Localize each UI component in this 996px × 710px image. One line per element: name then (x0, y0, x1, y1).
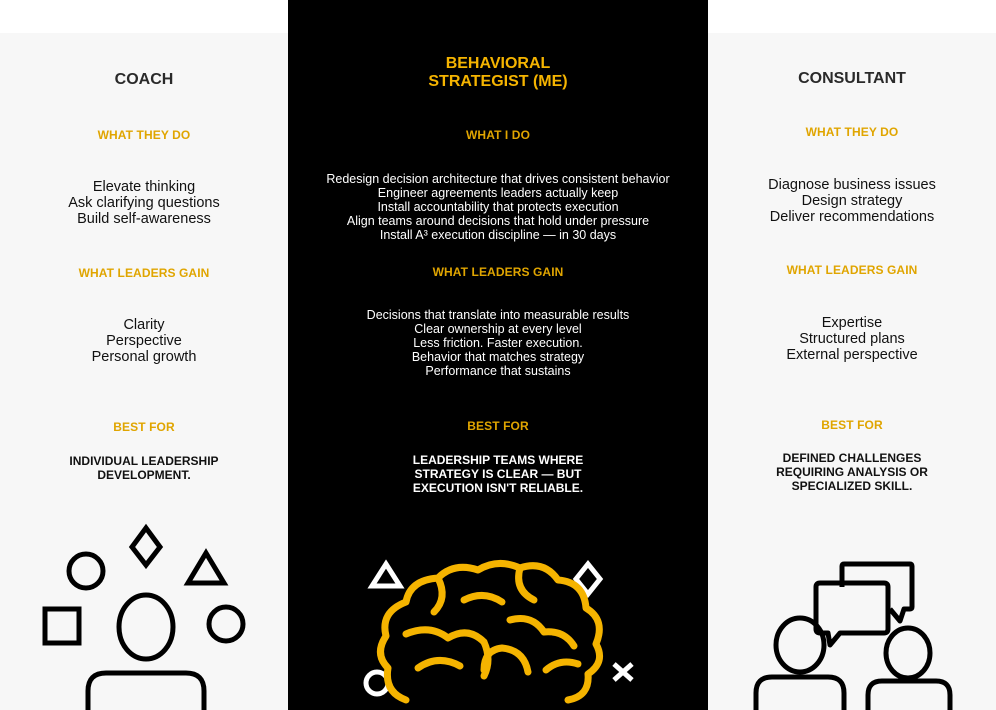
list-item: Decisions that translate into measurable results (366, 308, 630, 322)
coach-best-heading: BEST FOR (113, 420, 175, 434)
best-line: DEVELOPMENT. (97, 468, 191, 482)
list-item: Deliver recommendations (769, 209, 935, 225)
list-item: Install A³ execution discipline — in 30 days (379, 228, 617, 242)
list-item: Structured plans (799, 331, 905, 347)
best-line: INDIVIDUAL LEADERSHIP (69, 454, 219, 468)
strategist-gain-heading: WHAT LEADERS GAIN (432, 265, 564, 279)
consultant-gain-heading: WHAT LEADERS GAIN (786, 263, 918, 277)
consultant-column (708, 33, 996, 710)
best-line: LEADERSHIP TEAMS WHERE (412, 453, 584, 467)
strategist-what-list (288, 172, 708, 242)
coach-gain-heading: WHAT LEADERS GAIN (78, 266, 210, 280)
list-item: Install accountability that protects execution (377, 200, 619, 214)
strategist-column (288, 0, 708, 710)
best-line: SPECIALIZED SKILL. (791, 479, 913, 493)
best-line: DEFINED CHALLENGES (782, 451, 922, 465)
list-item: Personal growth (91, 349, 197, 365)
person-with-shapes-icon (0, 513, 288, 710)
list-item: Engineer agreements leaders actually keep (377, 186, 619, 200)
strategist-title (288, 55, 708, 91)
strategist-gain-list (288, 308, 708, 378)
consultant-best-heading: BEST FOR (821, 418, 883, 432)
best-line: EXECUTION ISN'T RELIABLE. (412, 481, 584, 495)
list-item: Behavior that matches strategy (411, 350, 585, 364)
consultant-what-heading: WHAT THEY DO (805, 125, 899, 139)
strategist-what-heading: WHAT I DO (466, 128, 530, 142)
list-item: Less friction. Faster execution. (413, 336, 583, 350)
list-item: Align teams around decisions that hold under pressure (346, 214, 650, 228)
list-item: Redesign decision architecture that drives consistent behavior (326, 172, 670, 186)
coach-gain-list (0, 317, 288, 365)
coach-column (0, 33, 288, 710)
coach-what-heading: WHAT THEY DO (97, 128, 191, 142)
list-item: Expertise (821, 315, 883, 331)
coach-title: COACH (114, 71, 174, 88)
title-line: BEHAVIORAL (445, 55, 551, 72)
best-line: REQUIRING ANALYSIS OR (776, 465, 928, 479)
consultant-best-text (708, 451, 996, 493)
list-item: Clarity (123, 317, 165, 333)
best-line: STRATEGY IS CLEAR — BUT (414, 467, 582, 481)
list-item: Diagnose business issues (768, 177, 936, 193)
consultant-title: CONSULTANT (798, 70, 906, 87)
brain-icon (288, 550, 708, 710)
coach-what-list (0, 179, 288, 227)
consultant-what-list (708, 177, 996, 225)
list-item: Design strategy (801, 193, 903, 209)
list-item: Clear ownership at every level (414, 322, 582, 336)
strategist-best-text (288, 453, 708, 495)
list-item: External perspective (786, 347, 918, 363)
list-item: Elevate thinking (92, 179, 196, 195)
two-people-conversation-icon (708, 553, 996, 710)
list-item: Ask clarifying questions (68, 195, 220, 211)
strategist-best-heading: BEST FOR (467, 419, 529, 433)
list-item: Perspective (106, 333, 182, 349)
title-line: STRATEGIST (ME) (428, 73, 568, 90)
coach-best-text (0, 454, 288, 482)
list-item: Build self-awareness (77, 211, 211, 227)
consultant-gain-list (708, 315, 996, 363)
list-item: Performance that sustains (425, 364, 571, 378)
